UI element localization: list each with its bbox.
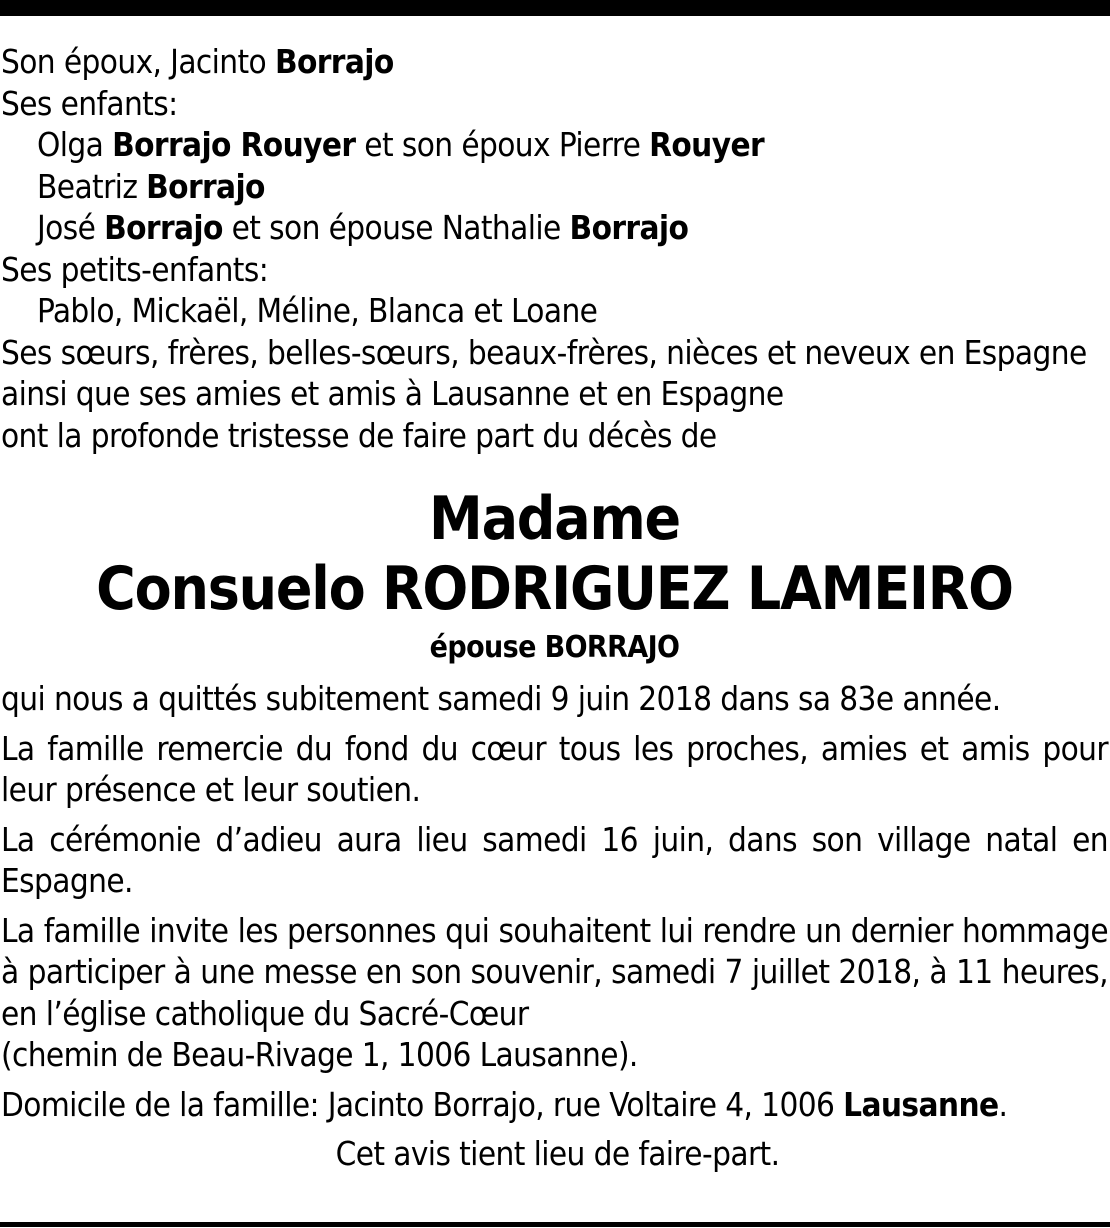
siblings-line: Ses sœurs, frères, belles-sœurs, beaux-frères, nièces et neveux en Espagne: [1, 332, 1087, 372]
grandchildren-names: Pablo, Mickaël, Méline, Blanca et Loane: [37, 291, 598, 330]
mass-paragraph: [1, 910, 1108, 1076]
deceased-married-name: épouse BORRAJO: [429, 630, 680, 665]
spouse-surname: Borrajo: [274, 42, 394, 81]
mass-text: La famille invite les personnes qui souhaitent lui rendre un dernier hommage à participer à une messe en son souvenir, samedi 7 juillet 2018, à 11 heures, en l’église catholique du Sacré-Cœur: [1, 910, 1108, 1033]
mass-address: (chemin de Beau-Rivage 1, 1006 Lausanne).: [1, 1035, 638, 1074]
spouse-line: Son époux, Jacinto Borrajo: [1, 42, 394, 81]
friends-line: ainsi que ses amies et amis à Lausanne et en Espagne: [1, 374, 784, 413]
deceased-name: Consuelo RODRIGUEZ LAMEIRO: [96, 554, 1013, 624]
domicile-line: Domicile de la famille: Jacinto Borrajo, rue Voltaire 4, 1006 Lausanne.: [1, 1084, 1008, 1124]
deceased-salutation: Madame: [429, 484, 680, 554]
child-line-olga: Olga Borrajo Rouyer et son époux Pierre Rouyer: [37, 125, 765, 164]
announcement-line: ont la profonde tristesse de faire part du décès de: [1, 415, 717, 455]
domicile-city: Lausanne: [843, 1084, 999, 1124]
grandchildren-label: Ses petits-enfants:: [1, 249, 269, 289]
bottom-rule: [0, 1222, 1110, 1227]
obituary-notice: [1, 41, 1108, 1175]
closing-line: Cet avis tient lieu de faire-part.: [335, 1134, 780, 1173]
child-line-jose: José Borrajo et son épouse Nathalie Borrajo: [37, 208, 689, 247]
thanks-paragraph: La famille remercie du fond du cœur tous les proches, amies et amis pour leur présence et leur soutien.: [1, 728, 1108, 809]
spacer: [1, 456, 1108, 484]
children-label: Ses enfants:: [1, 83, 178, 123]
child-line-beatriz: Beatriz Borrajo: [37, 166, 265, 206]
top-rule: [0, 0, 1110, 16]
passing-paragraph: qui nous a quittés subitement samedi 9 juin 2018 dans sa 83e année.: [1, 679, 1001, 718]
ceremony-paragraph: La cérémonie d’adieu aura lieu samedi 16 juin, dans son village natal en Espagne.: [1, 819, 1108, 900]
deceased-title: [1, 484, 1108, 624]
